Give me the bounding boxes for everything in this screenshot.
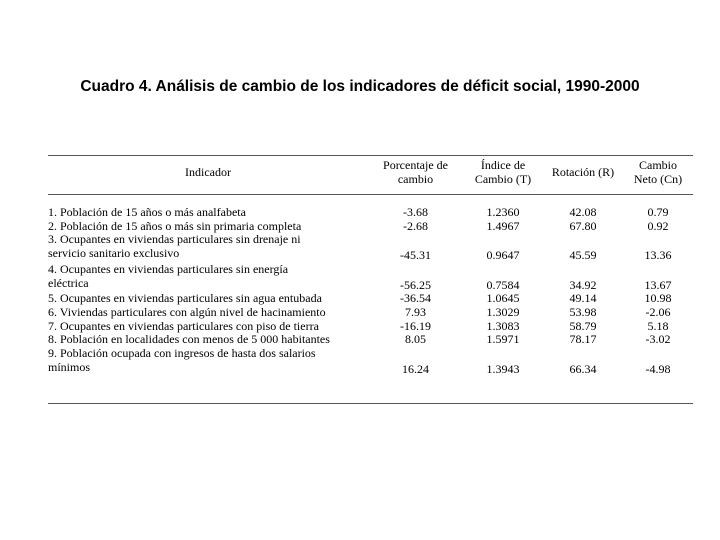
row-label: servicio sanitario exclusivo (48, 246, 180, 261)
row-label: 2. Población de 15 años o más sin primaria completa (48, 218, 302, 233)
header-indice-line: Índice de (480, 158, 526, 172)
cell-rotacion: 66.34 (569, 361, 597, 376)
cell-rotacion: 53.98 (569, 304, 597, 319)
header-cambio-neto-line: Neto (Cn) (633, 172, 683, 186)
row-label: eléctrica (48, 275, 89, 290)
cell-porcentaje: 16.24 (402, 361, 429, 376)
cell-indice: 0.7584 (486, 277, 520, 292)
header-porcentaje-line: Porcentaje de (383, 158, 448, 172)
cell-porcentaje: -16.19 (400, 318, 431, 333)
cell-rotacion: 67.80 (569, 218, 597, 233)
cell-cambio-neto: 5.18 (647, 318, 669, 333)
header-cambio-neto (623, 158, 693, 186)
header-indice-line: Cambio (T) (474, 172, 532, 186)
cell-porcentaje: -56.25 (400, 277, 431, 292)
header-indice (463, 158, 543, 186)
cell-indice: 1.3943 (486, 361, 520, 376)
cell-indice: 1.3029 (486, 304, 520, 319)
cell-indice: 1.2360 (486, 205, 520, 219)
cell-indice: 1.4967 (486, 218, 520, 233)
header-cambio-neto-line: Cambio (639, 158, 677, 172)
row-label: mínimos (48, 359, 91, 374)
cell-rotacion: 78.17 (569, 332, 597, 347)
row-label: 7. Ocupantes en viviendas particulares con piso de tierra (48, 318, 319, 333)
cell-rotacion: 34.92 (569, 277, 597, 292)
header-rule (48, 194, 693, 195)
cell-porcentaje: -36.54 (400, 291, 431, 306)
cell-porcentaje: 7.93 (405, 304, 426, 319)
cell-porcentaje: 8.05 (405, 332, 426, 347)
cell-porcentaje: -2.68 (403, 218, 428, 233)
cell-porcentaje: -45.31 (400, 248, 431, 263)
cell-indice: 1.0645 (486, 291, 520, 306)
row-label: 4. Ocupantes en viviendas particulares sin energía (48, 261, 289, 276)
cell-cambio-neto: -2.06 (645, 304, 671, 319)
cell-rotacion: 58.79 (569, 318, 597, 333)
top-rule (48, 155, 693, 156)
row-label: 1. Población de 15 años o más analfabeta (48, 205, 246, 219)
row-label: 9. Población ocupada con ingresos de hasta dos salarios (48, 346, 316, 360)
cell-cambio-neto: 0.92 (647, 218, 669, 233)
cell-indice: 1.3083 (486, 318, 520, 333)
bottom-rule (48, 403, 693, 404)
header-porcentaje (368, 158, 463, 186)
header-indicador: Indicador (185, 165, 231, 179)
cell-cambio-neto: 10.98 (644, 291, 672, 306)
cell-rotacion: 49.14 (569, 291, 597, 306)
header-rotacion: Rotación (R) (551, 165, 615, 179)
cell-cambio-neto: 13.67 (644, 277, 672, 292)
cell-cambio-neto: 0.79 (647, 205, 669, 219)
cell-cambio-neto: -4.98 (645, 361, 671, 376)
header-porcentaje-line: cambio (397, 172, 434, 186)
cell-rotacion: 42.08 (569, 205, 597, 219)
cell-indice: 1.5971 (486, 332, 520, 347)
row-label: 8. Población en localidades con menos de 5 000 habitantes (48, 332, 330, 347)
table-title: Cuadro 4. Análisis de cambio de los indicadores de déficit social, 1990-2000 (80, 78, 640, 95)
cell-indice: 0.9647 (486, 248, 520, 263)
cell-rotacion: 45.59 (569, 248, 597, 263)
cell-porcentaje: -3.68 (403, 205, 428, 219)
cell-cambio-neto: -3.02 (645, 332, 671, 347)
row-label: 5. Ocupantes en viviendas particulares sin agua entubada (48, 291, 322, 306)
cell-cambio-neto: 13.36 (644, 248, 672, 263)
row-label: 3. Ocupantes en viviendas particulares sin drenaje ni (48, 232, 301, 247)
row-label: 6. Viviendas particulares con algún nivel de hacinamiento (48, 304, 326, 319)
indicators-table (48, 155, 693, 404)
